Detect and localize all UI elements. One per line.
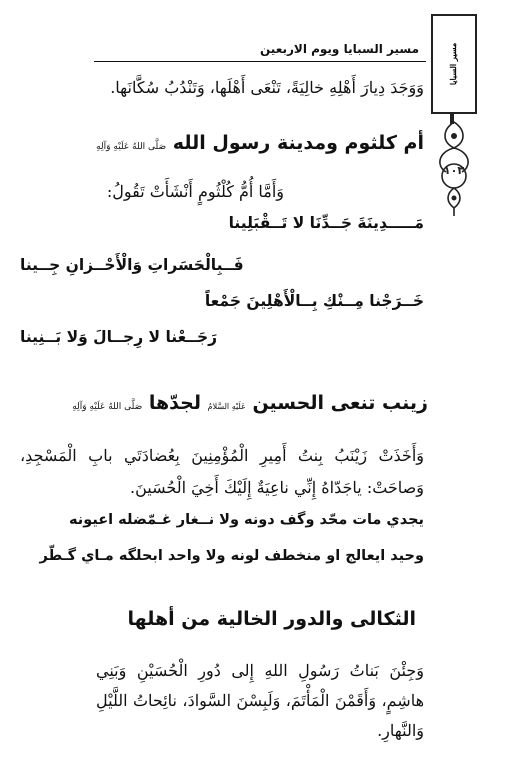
poem-line: خَــرَجْنا مِــنْكِ بِــالْأَهْلِينَ جَمْعاً xyxy=(204,292,424,310)
page-number: ١٠٣ xyxy=(443,164,465,177)
honorific-mark: عَلَيْهِ السَّلامُ xyxy=(207,402,246,411)
honorific-mark: صَلَّى اللهُ عَلَيْهِ وَآلِهِ xyxy=(96,142,167,152)
zaynab-prose: وَأَخَذَتْ زَيْنَبُ بِنتُ أَمِيرِ الْمُؤْمِنِينَ بِعُضادَتَي بابِ الْمَسْجِدِ، وَصاحَتْ: ياجَدّاهُ إِنِّي ناعِيَةٌ إِلَيْكَ أَخِيَ الْحُسَينَ. xyxy=(20,446,424,497)
poem-line: رَجَــعْنا لا رِجــالَ وَلا بَــنِينا xyxy=(20,328,218,346)
heading-text: لجدّها xyxy=(148,392,201,414)
folk-verse-line: وحيد ايعالج او منخطف لونه ولا واحد ابحلگه مـاي گـطّر xyxy=(39,548,424,564)
section-heading-bereaved: الثكالى والدور الخالية من أهلها xyxy=(127,608,416,630)
honorific-mark: صَلَّى اللهُ عَلَيْهِ وَآلِهِ xyxy=(72,402,143,412)
emblem-text: مسير السبايا xyxy=(448,42,458,86)
bereaved-prose: وَجِئْنَ بَناتُ رَسُولِ اللهِ إِلى دُورِ الْحُسَيْنِ وَبَنِي هاشِمٍ، وَأَقَمْنَ الْمَأْتَمَ، وَلَبِسْنَ السَّوادَ، نائِحاتُ اللَّيْلِ وَالنَّهارِ. xyxy=(96,661,424,740)
section-heading-umm-kulthum xyxy=(96,132,424,154)
section-heading-zaynab xyxy=(72,392,428,414)
running-header: مسير السبايا ويوم الاربعين xyxy=(260,42,419,56)
poem-line: مَـــــدِينَةَ جَــدِّنَا لا تَــقْبَلِينا xyxy=(228,214,424,232)
calligraphy-emblem-icon xyxy=(434,18,474,110)
header-divider xyxy=(94,61,426,62)
calligraphy-emblem xyxy=(431,14,477,114)
poem-line: فَــبِالْحَسَراتِ وَالْأَحْــزانِ جِــينا xyxy=(20,256,244,274)
poem-intro: وَأَمَّا أُمُّ كُلْثُومٍ أَنْشَأَتْ تَقُولُ: xyxy=(106,182,284,201)
heading-text: أم كلثوم ومدينة رسول الله xyxy=(172,132,424,154)
heading-text: زينب تنعى الحسين xyxy=(252,392,428,414)
intro-line: وَوَجَدَ دِيارَ أَهْلِهِ خالِيَةً، تَنْعَى أَهْلَها، وَتَنْدُبُ سُكَّانَها. xyxy=(110,78,424,97)
folk-verse-line: يجدي مات محّد وگف دونه ولا نــغار غـمّضله اعيونه xyxy=(69,512,424,528)
